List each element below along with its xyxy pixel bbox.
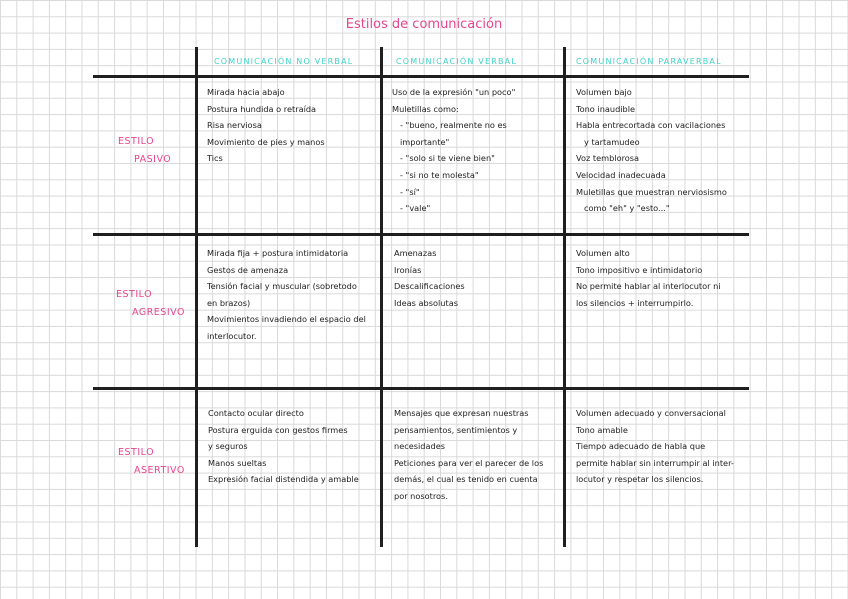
list-item: Tensión facial y muscular (sobretodo	[207, 281, 357, 292]
list-item: como "eh" y "esto..."	[584, 203, 670, 214]
list-item: Gestos de amenaza	[207, 264, 289, 275]
list-item: Ironías	[394, 264, 422, 275]
list-item: Peticiones para ver el parecer de los	[394, 457, 544, 468]
list-item: permite hablar sin interrumpir al inter-	[576, 457, 734, 468]
grid-vline-3	[563, 47, 566, 547]
list-item: - "sí"	[400, 186, 420, 197]
list-item: - "si no te molesta"	[400, 169, 479, 180]
cell-agresivo-paraverbal	[576, 245, 751, 311]
list-item: en brazos)	[207, 297, 251, 308]
column-header-no-verbal: COMUNICACIÓN NO VERBAL	[214, 57, 354, 66]
list-item: Movimientos invadiendo el espacio del	[207, 314, 366, 325]
list-item: Volumen adecuado y conversacional	[576, 408, 726, 418]
cell-pasivo-no-verbal	[207, 84, 377, 167]
list-item: No permite hablar al interlocutor ni	[576, 281, 721, 292]
list-item: - "vale"	[400, 203, 431, 214]
list-item: Descalificaciones	[394, 281, 465, 292]
list-item: Risa nerviosa	[207, 120, 262, 131]
cell-agresivo-no-verbal	[207, 245, 379, 345]
list-item: los silencios + interrumpirlo.	[576, 297, 694, 308]
list-item: importante"	[400, 136, 450, 147]
list-item: Habla entrecortada con vacilaciones	[576, 120, 726, 131]
page-title: Estilos de comunicación	[345, 17, 503, 32]
grid-vline-2	[380, 47, 383, 547]
list-item: Expresión facial distendida y amable	[208, 474, 359, 485]
row-label-agresivo	[116, 286, 185, 322]
list-item: Tono impositivo e intimidatorio	[576, 264, 703, 275]
list-item: pensamientos, sentimientos y	[394, 424, 518, 435]
list-item: - "bueno, realmente no es	[400, 120, 507, 131]
list-item: Tono inaudible	[576, 103, 636, 114]
cell-asertivo-verbal	[394, 405, 559, 505]
list-item: Contacto ocular directo	[208, 408, 304, 418]
list-item: Volumen alto	[576, 248, 630, 258]
list-item: por nosotros.	[394, 490, 448, 501]
column-header-verbal: COMUNICACIÓN VERBAL	[396, 57, 517, 66]
row-label-line2: ASERTIVO	[134, 465, 185, 476]
list-item: Muletillas como:	[392, 103, 459, 114]
list-item: Volumen bajo	[576, 87, 632, 97]
row-label-line2: PASIVO	[134, 154, 172, 165]
list-item: Voz temblorosa	[576, 153, 640, 164]
grid-hline-row2	[93, 387, 749, 390]
list-item: Tics	[207, 153, 223, 164]
list-item: y seguros	[208, 441, 248, 452]
list-item: demás, el cual es tenido en cuenta	[394, 474, 538, 485]
list-item: - "solo si te viene bien"	[400, 153, 495, 164]
list-item: Amenazas	[394, 248, 437, 258]
row-label-line2: AGRESIVO	[132, 307, 185, 318]
list-item: Manos sueltas	[208, 457, 267, 468]
grid-vline-1	[195, 47, 198, 547]
list-item: Uso de la expresión "un poco"	[392, 87, 516, 97]
cell-asertivo-no-verbal	[208, 405, 380, 488]
list-item: y tartamudeo	[584, 136, 640, 147]
list-item: locutor y respetar los silencios.	[576, 474, 704, 485]
list-item: Tono amable	[576, 424, 628, 435]
row-label-line1: ESTILO	[116, 289, 153, 300]
cell-pasivo-paraverbal	[576, 84, 751, 217]
list-item: Postura hundida o retraída	[207, 103, 317, 114]
list-item: Velocidad inadecuada	[576, 169, 666, 180]
list-item: Mensajes que expresan nuestras	[394, 408, 529, 418]
row-label-pasivo	[118, 133, 171, 169]
cell-agresivo-verbal	[394, 245, 559, 311]
list-item: interlocutor.	[207, 330, 257, 341]
cell-pasivo-verbal	[392, 84, 560, 217]
list-item: Muletillas que muestran nerviosismo	[576, 186, 727, 197]
list-item: Mirada fija + postura intimidatoria	[207, 248, 349, 258]
row-label-asertivo	[118, 444, 185, 480]
list-item: Postura erguida con gestos firmes	[208, 424, 348, 435]
cell-asertivo-paraverbal	[576, 405, 751, 488]
grid-hline-header	[93, 75, 749, 78]
list-item: Mirada hacia abajo	[207, 87, 285, 97]
list-item: Ideas absolutas	[394, 297, 458, 308]
row-label-line1: ESTILO	[118, 136, 155, 147]
row-label-line1: ESTILO	[118, 447, 155, 458]
grid-hline-row1	[93, 233, 749, 236]
list-item: Tiempo adecuado de habla que	[576, 441, 706, 452]
column-header-paraverbal: COMUNICACIÓN PARAVERBAL	[576, 57, 722, 66]
list-item: Movimiento de pies y manos	[207, 136, 325, 147]
list-item: necesidades	[394, 441, 446, 452]
